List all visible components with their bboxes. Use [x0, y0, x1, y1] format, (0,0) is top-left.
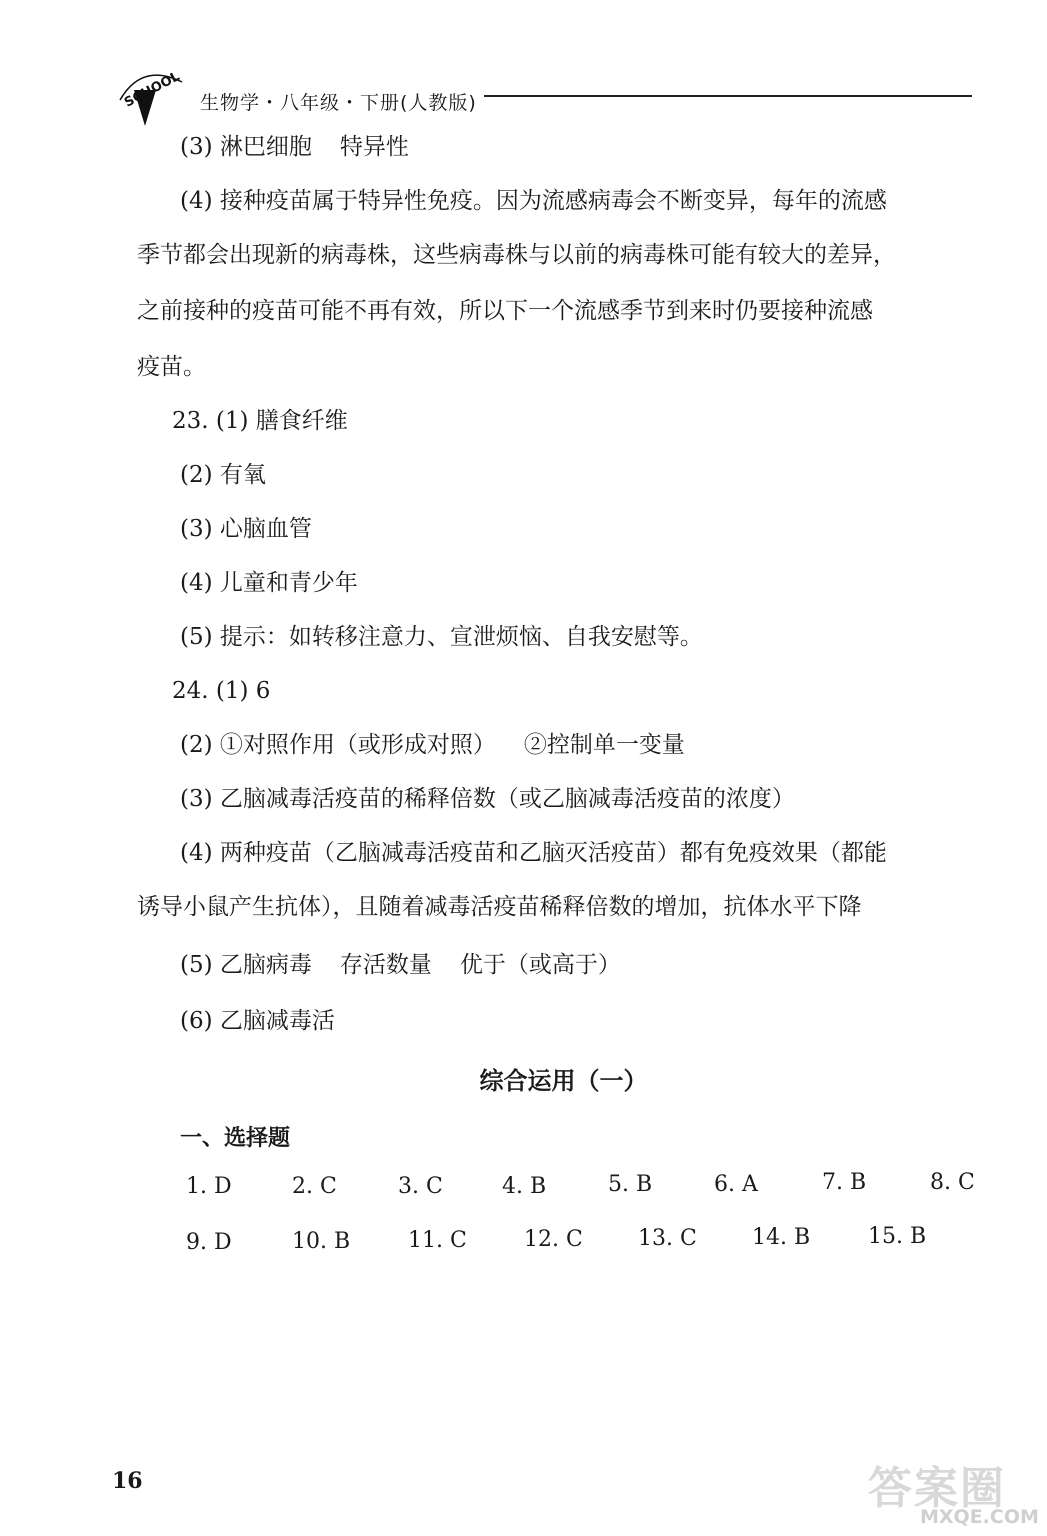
- choice-answer: 6. A: [714, 1172, 758, 1197]
- choice-answer: 10. B: [292, 1229, 351, 1254]
- page-number: 16: [112, 1468, 143, 1494]
- choice-answer: 3. C: [398, 1174, 443, 1199]
- answer-line: (3) 心脑血管: [180, 516, 312, 542]
- question-23: 23. (1) 膳食纤维: [172, 408, 348, 434]
- site-watermark: [868, 1452, 1039, 1532]
- answer-line: (4) 接种疫苗属于特异性免疫。因为流感病毒会不断变异，每年的流感: [180, 188, 887, 214]
- choice-answer: 9. D: [186, 1230, 232, 1255]
- choice-answer: 1. D: [186, 1174, 232, 1199]
- header-divider: [484, 95, 972, 97]
- answer-line: (3) 淋巴细胞 特异性: [180, 134, 409, 160]
- school-logo: [112, 68, 192, 132]
- answer-line: 之前接种的疫苗可能不再有效，所以下一个流感季节到来时仍要接种流感: [137, 298, 873, 324]
- choice-answer: 14. B: [752, 1225, 811, 1250]
- answer-line: (5) 提示：如转移注意力、宣泄烦恼、自我安慰等。: [180, 624, 703, 650]
- answer-line: 疫苗。: [137, 354, 206, 380]
- answer-line: 季节都会出现新的病毒株，这些病毒株与以前的病毒株可能有较大的差异，: [137, 242, 896, 268]
- answer-line: (2) ①对照作用（或形成对照） ②控制单一变量: [180, 732, 685, 758]
- choice-answer: 12. C: [524, 1227, 583, 1252]
- choice-answer: 15. B: [868, 1224, 927, 1249]
- choice-answer: 8. C: [930, 1170, 975, 1195]
- section-subheading: 一、选择题: [180, 1126, 291, 1151]
- answer-line: (5) 乙脑病毒 存活数量 优于（或高于）: [180, 952, 621, 978]
- question-24: 24. (1) 6: [172, 678, 271, 704]
- answer-line: 诱导小鼠产生抗体），且随着减毒活疫苗稀释倍数的增加，抗体水平下降: [137, 894, 862, 920]
- logo-text: SCHOOL: [122, 69, 183, 111]
- choice-answer: 4. B: [502, 1174, 547, 1199]
- choice-answer: 2. C: [292, 1174, 337, 1199]
- answer-line: (4) 儿童和青少年: [180, 570, 358, 596]
- watermark-url: MXQE.COM: [920, 1506, 1039, 1528]
- answer-line: (2) 有氧: [180, 462, 266, 488]
- answer-line: (3) 乙脑减毒活疫苗的稀释倍数（或乙脑减毒活疫苗的浓度）: [180, 786, 795, 812]
- book-title: 生物学・八年级・下册(人教版): [200, 92, 477, 114]
- choice-answer: 11. C: [408, 1228, 467, 1253]
- answer-line: (4) 两种疫苗（乙脑减毒活疫苗和乙脑灭活疫苗）都有免疫效果（都能: [180, 840, 887, 866]
- section-title: 综合运用（一）: [479, 1067, 648, 1095]
- choice-answer: 7. B: [822, 1170, 867, 1195]
- choice-answer: 5. B: [608, 1172, 653, 1197]
- choice-answer: 13. C: [638, 1226, 697, 1251]
- page-header: [112, 68, 982, 138]
- answer-line: (6) 乙脑减毒活: [180, 1008, 335, 1034]
- watermark-logo-text: 答案圈: [868, 1463, 1006, 1514]
